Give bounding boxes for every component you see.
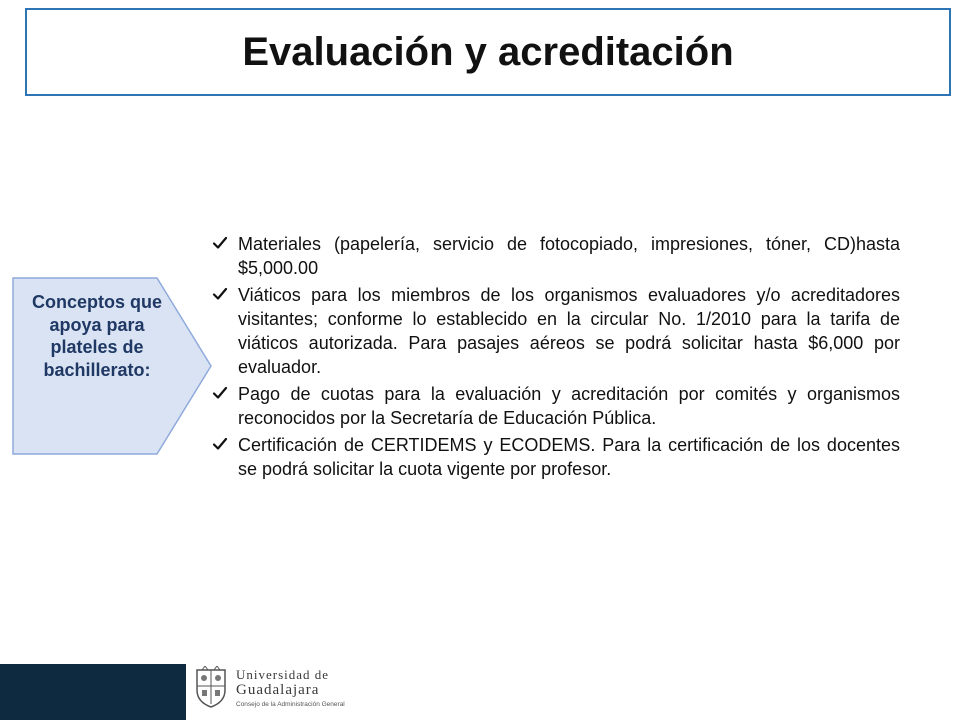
checkmark-icon [212, 436, 228, 452]
list-item-text: Pago de cuotas para la evaluación y acreditación por comités y organismos reconocidos por la Secretaría de Educación Pública. [238, 384, 900, 428]
logo-guadalajara-text: Guadalajara [236, 682, 320, 698]
list-item [212, 433, 900, 481]
concepts-list [212, 232, 900, 484]
footer-bar [0, 664, 186, 720]
checkmark-icon [212, 286, 228, 302]
logo-university-text: Universidad de [236, 667, 330, 682]
checkmark-icon [212, 235, 228, 251]
university-logo [194, 664, 344, 712]
list-item [212, 283, 900, 379]
title-box [25, 8, 951, 96]
university-seal-icon [194, 666, 228, 708]
concepts-callout-label: Conceptos que apoya para plateles de bachillerato: [31, 292, 162, 380]
checkmark-icon [212, 385, 228, 401]
list-item-text: Materiales (papelería, servicio de fotocopiado, impresiones, tóner, CD)hasta $5,000.00 [238, 234, 900, 278]
slide-title: Evaluación y acreditación [242, 29, 734, 74]
list-item-text: Certificación de CERTIDEMS y ECODEMS. Para la certificación de los docentes se podrá solicitar la cuota vigente por profesor. [238, 435, 900, 479]
list-item [212, 382, 900, 430]
concepts-callout [12, 277, 212, 455]
logo-council-text: Consejo de la Administración General [236, 701, 345, 708]
list-item [212, 232, 900, 280]
list-item-text: Viáticos para los miembros de los organismos evaluadores y/o acreditadores visitantes; conforme lo establecido en la circular No. 1/2010 para la tarifa de viáticos autorizada. Para pasajes aéreos se podrá solicitar hasta $6,000 por evaluador. [238, 285, 900, 377]
